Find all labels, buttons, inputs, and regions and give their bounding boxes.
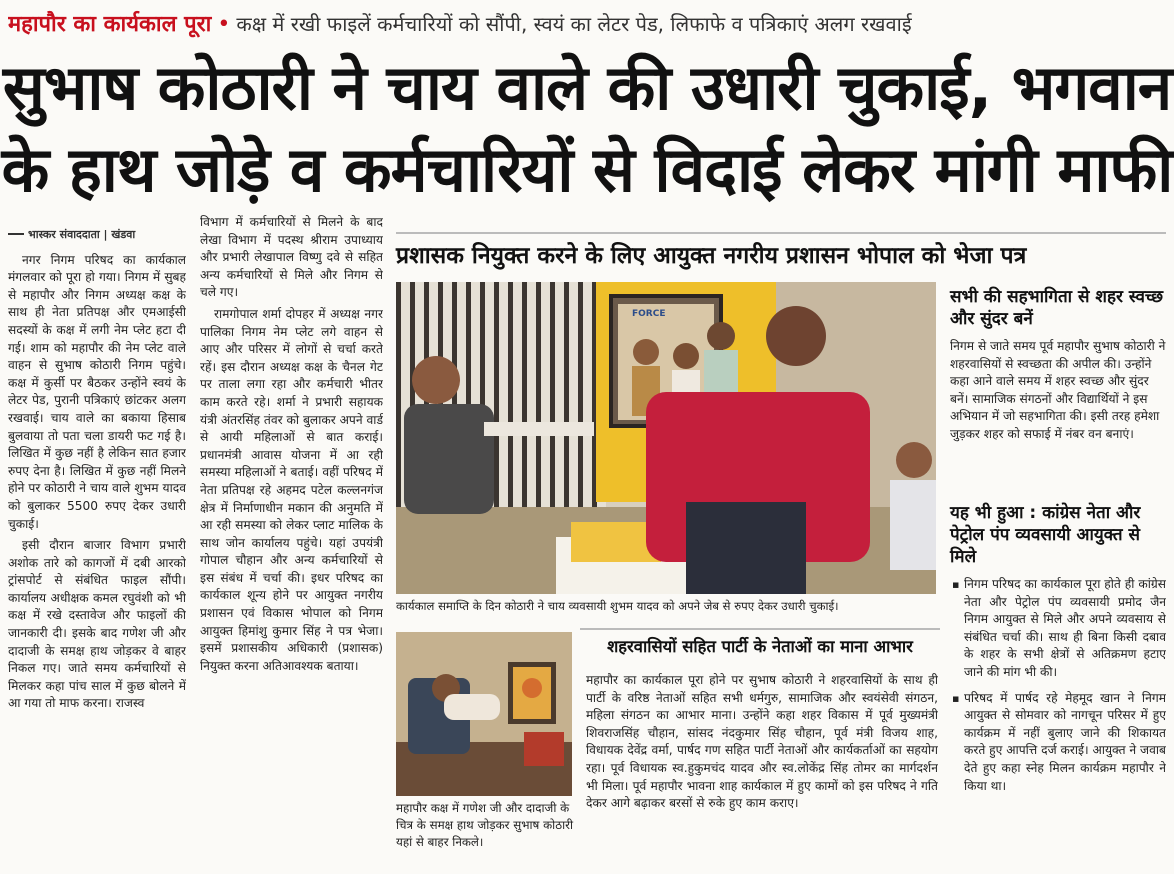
sidebar-story-1-text: निगम से जाते समय पूर्व महापौर सुभाष कोठारी ने शहरवासियों से स्वच्छता की अपील की। उन्होंने कहा आने वाले समय में शहर स्वच्छ और सुंदर बनें। सामाजिक संगठनों और विद्यार्थियों ने इस अभियान में जो सहभागिता की। इसी तरह हमेशा जुड़कर शहर को सफाई में नंबर वन बनाएं। xyxy=(950,339,1166,441)
paragraph: विभाग में कर्मचारियों से मिलने के बाद लेखा विभाग में पदस्थ श्रीराम उपाध्याय और प्रभारी लेखापाल विष्णु दवे से सहित अन्य कर्मचारियों से मिले और निगम से चले गए। xyxy=(200,215,383,300)
sidebar-story-2-heading: यह भी हुआ : कांग्रेस नेता और पेट्रोल पंप व्यवसायी आयुक्त से मिले xyxy=(950,503,1141,567)
main-photo xyxy=(396,282,936,594)
list-item: ▪ परिषद में पार्षद रहे मेहमूद खान ने निगम आयुक्त से सोमवार को नागचून परिसर में हुए कार्यक्रम में नहीं बुलाए जाने की शिकायत करते हुए आपत्ति दर्ज कराई। आयुक्त ने जवाब देते हुए कहा स्नेह मिलन कार्यक्रम महापौर ने किया था। xyxy=(964,690,1166,796)
article-column-1 xyxy=(8,226,186,866)
paragraph: नगर निगम परिषद का कार्यकाल मंगलवार को पूरा हो गया। निगम में सुबह से महापौर और निगम अध्यक्ष कक्ष के साथ ही नेता प्रतिपक्ष और एमआईसी सदस्यों के कक्ष में लगी नेम प्लेट हटा दी गई। शाम को महापौर की नेम प्लेट वाले वाहन से सुभाष कोठारी निगम पहुंचे। कक्ष में कुर्सी पर बैठकर उन्होंने स्वयं के लेटर पेड, पुरानी पत्रिकाएं छांटकर अलग रखवाई। चाय वाले का बकाया हिसाब बुलवाया तो पता चला डायरी फट गई है। लिखित में कुछ नहीं है लेकिन सात हजार रुपए देना है। लिखित में कुछ नहीं मिलने होने पर कोठारी ने चाय वाले शुभम यादव को बुलाकर 5500 रुपए देकर उधारी चुकाई। xyxy=(8,252,186,531)
kicker-separator: • xyxy=(217,12,231,37)
paragraph: रामगोपाल शर्मा दोपहर में अध्यक्ष नगर पालिका निगम नेम प्लेट लगे वाहन से आए और परिसर में लोगों से चर्चा करते रहें। इस दौरान अध्यक्ष कक्ष के चैनल गेट पर ताला लगा रहा और कर्मचारी भीतर काम करते रहे। शर्मा ने प्रभारी सहायक यंत्री अंतरसिंह तंवर को बुलाकर अपने वार्ड से आयी महिलाओं से बात कराई। प्रधानमंत्री आवास योजना में आ रही समस्या महिलाओं ने बताई। वहीं परिषद में नेता प्रतिपक्ष रहे अहमद पटेल कल्लनगंज क्षेत्र में निर्माणाधीन मकान की अनुमति में आ रही समस्या को लेकर प्लाट मालिक के साथ जोन कार्यालय पहुंचे। यहां उपयंत्री गोपाल चौहान और अन्य कर्मचारियों से इस संबंध में चर्चा की। इधर परिषद का कार्यकाल शून्य होने पर आयुक्त नगरीय प्रशासन एवं विकास भोपाल को निगम आयुक्त हिमांशु कुमार सिंह ने पत्र भेजा। इसमें प्रशासकीय अधिकारी (प्रशासक) नियुक्त करना अतिआवश्यक बताया। xyxy=(200,306,383,673)
sidebar-story-2-heading-wrap xyxy=(950,502,1166,576)
byline: भास्कर संवाददाता | खंडवा xyxy=(8,226,186,244)
main-photo-caption: कार्यकाल समाप्ति के दिन कोठारी ने चाय व्यवसायी शुभम यादव को अपने जेब से रुपए देकर उधारी चुकाई। xyxy=(396,599,839,613)
story-3-heading: शहरवासियों सहित पार्टी के नेताओं का माना आभार xyxy=(607,637,913,656)
small-photo-illustration xyxy=(396,632,572,796)
story-3-heading-bar xyxy=(580,628,940,668)
subhead-bar xyxy=(396,232,1166,282)
subhead: प्रशासक नियुक्त करने के लिए आयुक्त नगरीय प्रशासन भोपाल को भेजा पत्र xyxy=(396,243,1027,269)
paragraph: महापौर का कार्यकाल पूरा होने पर सुभाष कोठारी ने शहरवासियों के साथ ही पार्टी के वरिष्ठ नेताओं सहित सभी धर्मगुरु, सामाजिक और स्वयंसेवी संगठन, महिला संगठन का आभार माना। उन्होंने कहा शहर विकास में पूर्व मुख्यमंत्री शिवराजसिंह चौहान, सांसद नंदकुमार सिंह चौहान, पूर्व मंत्री विजय शाह, विधायक देवेंद्र वर्मा, पार्षद गण सहित पार्टी नेताओं और कार्यकर्ताओं का सहयोग रहा। पूर्व विधायक स्व.हुकुमचंद यादव और स्व.लोकेंद्र सिंह तोमर का मार्गदर्शन भी मिला। पूर्व महापौर भावना शाह कार्यकाल में हुए कामों को इस परिषद ने गति देकर आगे बढ़ाकर बरसों से रुके हुए काम कराए। xyxy=(586,673,938,811)
sidebar-story-2-bullets xyxy=(950,576,1166,866)
paragraph: इसी दौरान बाजार विभाग प्रभारी अशोक तारे को कागजों में दबी आरको ट्रांसपोर्ट से संबंधित फाइल सौंपी। कार्यालय अधीक्षक कमल रघुवंशी को भी कक्ष में रखे दस्तावेज और फाइलों की जानकारी दी। इसके बाद गणेश जी और दादाजी के समक्ष हाथ जोड़कर वे बाहर निकल गए। जाते समय कर्मचारियों से मिलकर कहा पांच साल में कुछ बोलने में आ गया तो माफ करना। राजस्व xyxy=(8,538,186,711)
subkicker: कक्ष में रखी फाइलें कर्मचारियों को सौंपी, स्वयं का लेटर पेड, लिफाफे व पत्रिकाएं अलग रखवाई xyxy=(236,12,912,36)
main-photo-illustration xyxy=(396,282,936,594)
list-item: ▪ निगम परिषद का कार्यकाल पूरा होते ही कांग्रेस नेता और पेट्रोल पंप व्यवसायी प्रमोद जैन निगम आयुक्त से मिले और अपने व्यवसाय से संबंधित चर्चा की। साथ ही बिना किसी दबाव के शहर के सभी क्षेत्रों से अतिक्रमण हटाए जाने की मांग भी की। xyxy=(964,576,1166,682)
story-3-body xyxy=(586,672,938,868)
article-column-2 xyxy=(200,214,383,866)
kicker: महापौर का कार्यकाल पूरा xyxy=(8,12,212,37)
small-photo xyxy=(396,632,572,796)
photo-sign-text: FORCE xyxy=(632,309,666,319)
kicker-row xyxy=(8,4,1168,44)
headline-line-1: सुभाष कोठारी ने चाय वाले की उधारी चुकाई, भगवान xyxy=(2,51,1172,124)
sidebar-story-1 xyxy=(950,286,1166,444)
small-photo-caption: महापौर कक्ष में गणेश जी और दादाजी के चित्र के समक्ष हाथ जोड़कर सुभाष कोठारी यहां से बाहर निकले। xyxy=(396,801,574,849)
sidebar-story-1-heading: सभी की सहभागिता से शहर स्वच्छ और सुंदर बनें xyxy=(950,287,1164,329)
headline-line-2: के हाथ जोड़े व कर्मचारियों से विदाई लेकर मांगी माफी xyxy=(1,133,1173,206)
